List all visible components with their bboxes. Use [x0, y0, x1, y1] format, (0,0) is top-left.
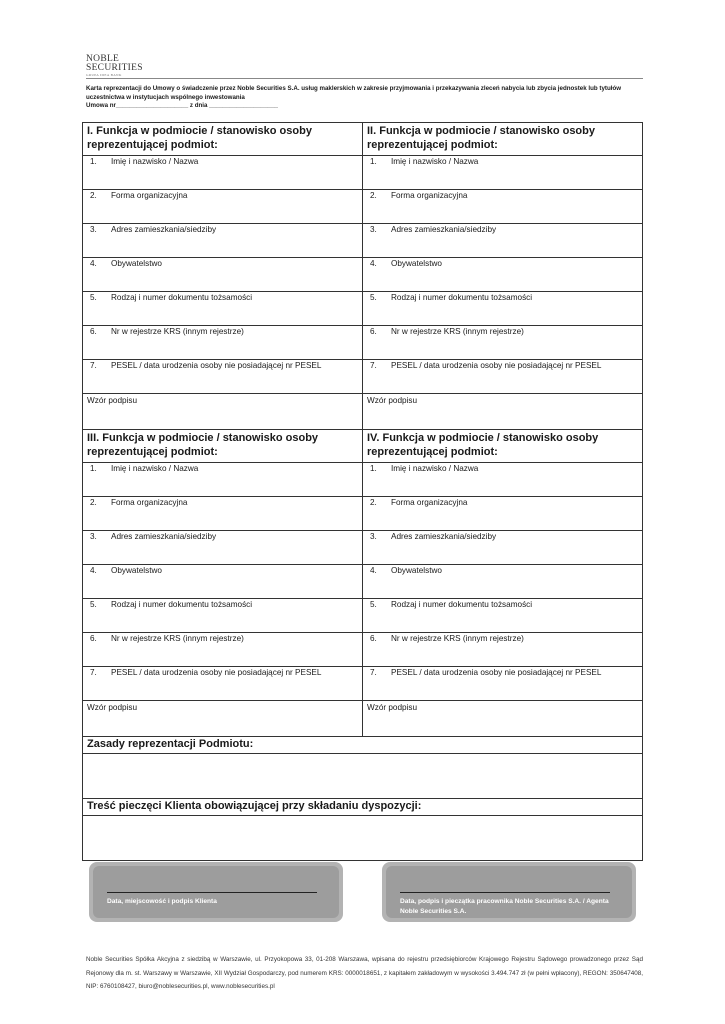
field-label: PESEL / data urodzenia osoby nie posiadającej nr PESEL	[391, 361, 602, 370]
field-cell[interactable]	[83, 258, 363, 292]
field-cell[interactable]	[83, 292, 363, 326]
field-label: Obywatelstwo	[391, 566, 442, 575]
signature-cell[interactable]	[83, 394, 363, 430]
employee-signature-caption: Data, podpis i pieczątka pracownika Noble Securities S.A. / Agenta Noble Securities S.A.	[400, 898, 609, 915]
field-number: 2.	[90, 191, 97, 200]
signature-label: Wzór podpisu	[367, 396, 418, 405]
field-label: Nr w rejestrze KRS (innym rejestrze)	[391, 634, 524, 643]
field-label: Nr w rejestrze KRS (innym rejestrze)	[391, 327, 524, 336]
representation-form	[82, 122, 643, 861]
field-number: 3.	[370, 532, 377, 541]
field-number: 5.	[90, 600, 97, 609]
field-label: Rodzaj i numer dokumentu tożsamości	[391, 293, 533, 302]
section-4-title: IV. Funkcja w podmiocie / stanowisko osoby reprezentującej podmiot:	[363, 430, 643, 463]
field-label: Forma organizacyjna	[391, 191, 468, 200]
field-label: Obywatelstwo	[391, 259, 442, 268]
field-number: 4.	[90, 566, 97, 575]
field-cell[interactable]	[83, 599, 363, 633]
field-cell[interactable]	[363, 463, 643, 497]
field-number: 2.	[90, 498, 97, 507]
stamp-content-field[interactable]	[83, 816, 643, 861]
logo-line-3: GRUPA IDEA BANK	[86, 73, 122, 77]
field-number: 3.	[90, 225, 97, 234]
field-label: Imię i nazwisko / Nazwa	[391, 157, 479, 166]
signature-label: Wzór podpisu	[87, 703, 138, 712]
header-rule	[86, 78, 643, 79]
document-header	[86, 85, 643, 111]
field-number: 2.	[370, 191, 377, 200]
field-label: Forma organizacyjna	[111, 191, 188, 200]
representation-rules-field[interactable]	[83, 754, 643, 799]
section-2-title: II. Funkcja w podmiocie / stanowisko osoby reprezentującej podmiot:	[363, 123, 643, 156]
company-footer: Noble Securities Spółka Akcyjna z siedzibą w Warszawie, ul. Przyokopowa 33, 01-208 Warszawa, wpisana do rejestru przedsiębiorców Krajowego Rejestru Sądowego prowadzonego przez Sąd Rejonowy dla m. st. Warszawy w Warszawie, XII Wydział Gospodarczy, pod numerem KRS: 0000018651, z kapitałem zakładowym w wysokości 3.494.747 zł (w pełni wpłacony), REGON: 350647408, NIP: 6760108427, biuro@noblesecurities.pl, www.noblesecurities.pl	[86, 956, 643, 990]
client-signature-box[interactable]	[89, 862, 343, 922]
field-number: 5.	[370, 293, 377, 302]
field-cell[interactable]	[363, 667, 643, 701]
employee-signature-line	[400, 892, 610, 893]
field-label: PESEL / data urodzenia osoby nie posiadającej nr PESEL	[391, 668, 602, 677]
field-number: 3.	[90, 532, 97, 541]
field-number: 3.	[370, 225, 377, 234]
field-cell[interactable]	[363, 224, 643, 258]
client-signature-line	[107, 892, 317, 893]
field-cell[interactable]	[363, 326, 643, 360]
field-label: Adres zamieszkania/siedziby	[111, 532, 217, 541]
signature-cell[interactable]	[363, 394, 643, 430]
client-signature-panel	[93, 866, 339, 918]
field-cell[interactable]	[83, 463, 363, 497]
field-label: Imię i nazwisko / Nazwa	[111, 157, 199, 166]
field-cell[interactable]	[83, 156, 363, 190]
section-3-title: III. Funkcja w podmiocie / stanowisko osoby reprezentującej podmiot:	[83, 430, 363, 463]
field-number: 7.	[370, 361, 377, 370]
header-line-3: Umowa nr_____________________ z dnia ____________________	[86, 102, 278, 110]
field-label: Adres zamieszkania/siedziby	[391, 532, 497, 541]
field-number: 7.	[90, 361, 97, 370]
logo-line-1: NOBLE	[86, 54, 120, 64]
employee-signature-box[interactable]	[382, 862, 636, 922]
field-cell[interactable]	[83, 190, 363, 224]
field-label: Rodzaj i numer dokumentu tożsamości	[111, 600, 253, 609]
field-label: Imię i nazwisko / Nazwa	[111, 464, 199, 473]
field-number: 4.	[370, 259, 377, 268]
field-label: Obywatelstwo	[111, 259, 162, 268]
field-cell[interactable]	[363, 360, 643, 394]
field-number: 1.	[90, 464, 97, 473]
field-label: Forma organizacyjna	[391, 498, 468, 507]
signature-cell[interactable]	[363, 701, 643, 737]
field-number: 5.	[370, 600, 377, 609]
field-label: PESEL / data urodzenia osoby nie posiadającej nr PESEL	[111, 668, 322, 677]
field-label: Rodzaj i numer dokumentu tożsamości	[111, 293, 253, 302]
field-number: 5.	[90, 293, 97, 302]
field-cell[interactable]	[83, 497, 363, 531]
signature-label: Wzór podpisu	[367, 703, 418, 712]
field-number: 1.	[370, 464, 377, 473]
field-number: 7.	[90, 668, 97, 677]
field-cell[interactable]	[83, 633, 363, 667]
company-logo	[86, 55, 148, 78]
field-label: Forma organizacyjna	[111, 498, 188, 507]
field-number: 4.	[370, 566, 377, 575]
field-number: 6.	[90, 327, 97, 336]
employee-signature-panel	[386, 866, 632, 918]
field-label: Adres zamieszkania/siedziby	[111, 225, 217, 234]
field-cell[interactable]	[83, 565, 363, 599]
field-cell[interactable]	[363, 531, 643, 565]
field-label: Nr w rejestrze KRS (innym rejestrze)	[111, 327, 244, 336]
field-cell[interactable]	[363, 633, 643, 667]
field-label: Adres zamieszkania/siedziby	[391, 225, 497, 234]
field-number: 6.	[370, 634, 377, 643]
field-cell[interactable]	[363, 190, 643, 224]
field-label: PESEL / data urodzenia osoby nie posiadającej nr PESEL	[111, 361, 322, 370]
field-cell[interactable]	[83, 667, 363, 701]
signature-label: Wzór podpisu	[87, 396, 138, 405]
field-label: Imię i nazwisko / Nazwa	[391, 464, 479, 473]
header-line-2: uczestnictwa w instytucjach wspólnego inwestowania	[86, 93, 245, 101]
field-number: 4.	[90, 259, 97, 268]
section-1-title: I. Funkcja w podmiocie / stanowisko osoby reprezentującej podmiot:	[83, 123, 363, 156]
field-cell[interactable]	[363, 565, 643, 599]
stamp-content-title: Treść pieczęci Klienta obowiązującej przy składaniu dyspozycji:	[83, 799, 643, 816]
field-number: 7.	[370, 668, 377, 677]
field-cell[interactable]	[363, 258, 643, 292]
field-number: 2.	[370, 498, 377, 507]
header-line-1: Karta reprezentacji do Umowy o świadczenie przez Noble Securities S.A. usług maklerskich w zakresie przyjmowania i przekazywania zleceń nabycia lub zbycia jednostek lub tytułów	[86, 85, 622, 92]
field-number: 1.	[370, 157, 377, 166]
representation-rules-title: Zasady reprezentacji Podmiotu:	[83, 737, 643, 754]
signature-cell[interactable]	[83, 701, 363, 737]
field-cell[interactable]	[83, 360, 363, 394]
field-number: 6.	[90, 634, 97, 643]
field-number: 6.	[370, 327, 377, 336]
field-cell[interactable]	[363, 156, 643, 190]
logo-line-2: SECURITIES	[86, 63, 143, 73]
field-cell[interactable]	[363, 292, 643, 326]
field-label: Obywatelstwo	[111, 566, 162, 575]
field-label: Rodzaj i numer dokumentu tożsamości	[391, 600, 533, 609]
field-label: Nr w rejestrze KRS (innym rejestrze)	[111, 634, 244, 643]
field-cell[interactable]	[363, 497, 643, 531]
client-signature-caption: Data, miejscowość i podpis Klienta	[107, 898, 217, 905]
field-cell[interactable]	[363, 599, 643, 633]
field-number: 1.	[90, 157, 97, 166]
field-cell[interactable]	[83, 531, 363, 565]
field-cell[interactable]	[83, 326, 363, 360]
field-cell[interactable]	[83, 224, 363, 258]
